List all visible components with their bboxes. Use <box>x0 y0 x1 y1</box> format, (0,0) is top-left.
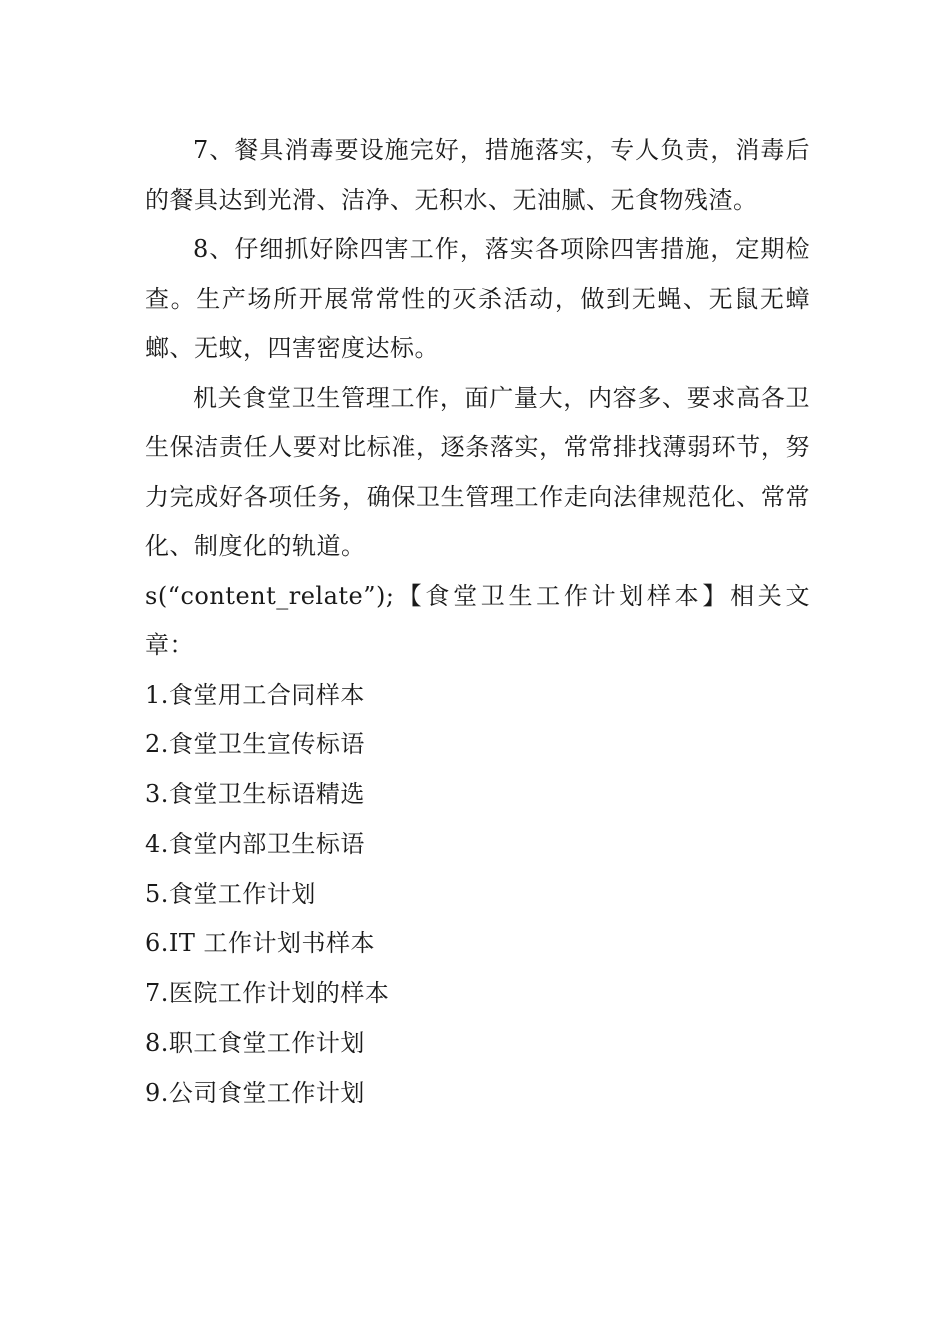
related-article-link[interactable]: 1.食堂用工合同样本 <box>145 680 365 709</box>
related-article-link[interactable]: 5.食堂工作计划 <box>145 879 316 908</box>
related-article-link[interactable]: 9.公司食堂工作计划 <box>145 1078 365 1107</box>
related-articles-list <box>145 671 810 1119</box>
document-body <box>145 126 810 1119</box>
paragraph-pest-control: 8、仔细抓好除四害工作，落实各项除四害措施，定期检查。生产场所开展常常性的灭杀活动，做到无蝇、无鼠无蟑螂、无蚊，四害密度达标。 <box>145 235 810 362</box>
related-article-link[interactable]: 8.职工食堂工作计划 <box>145 1029 365 1058</box>
related-article-link[interactable]: 7.医院工作计划的样本 <box>145 979 390 1008</box>
related-article-link[interactable]: 6.IT 工作计划书样本 <box>145 929 376 958</box>
related-articles-heading: s(“content_relate”);【食堂卫生工作计划样本】相关文章： <box>145 581 810 659</box>
related-article-link[interactable]: 2.食堂卫生宣传标语 <box>145 730 365 759</box>
related-article-link[interactable]: 3.食堂卫生标语精选 <box>145 780 365 809</box>
paragraph-summary: 机关食堂卫生管理工作，面广量大，内容多、要求高各卫生保洁责任人要对比标准，逐条落实，常常排找薄弱环节，努力完成好各项任务，确保卫生管理工作走向法律规范化、常常化、制度化的轨道。 <box>145 383 810 560</box>
related-article-link[interactable]: 4.食堂内部卫生标语 <box>145 829 365 858</box>
paragraph-disinfection: 7、餐具消毒要设施完好，措施落实，专人负责，消毒后的餐具达到光滑、洁净、无积水、无油腻、无食物残渣。 <box>145 136 810 214</box>
